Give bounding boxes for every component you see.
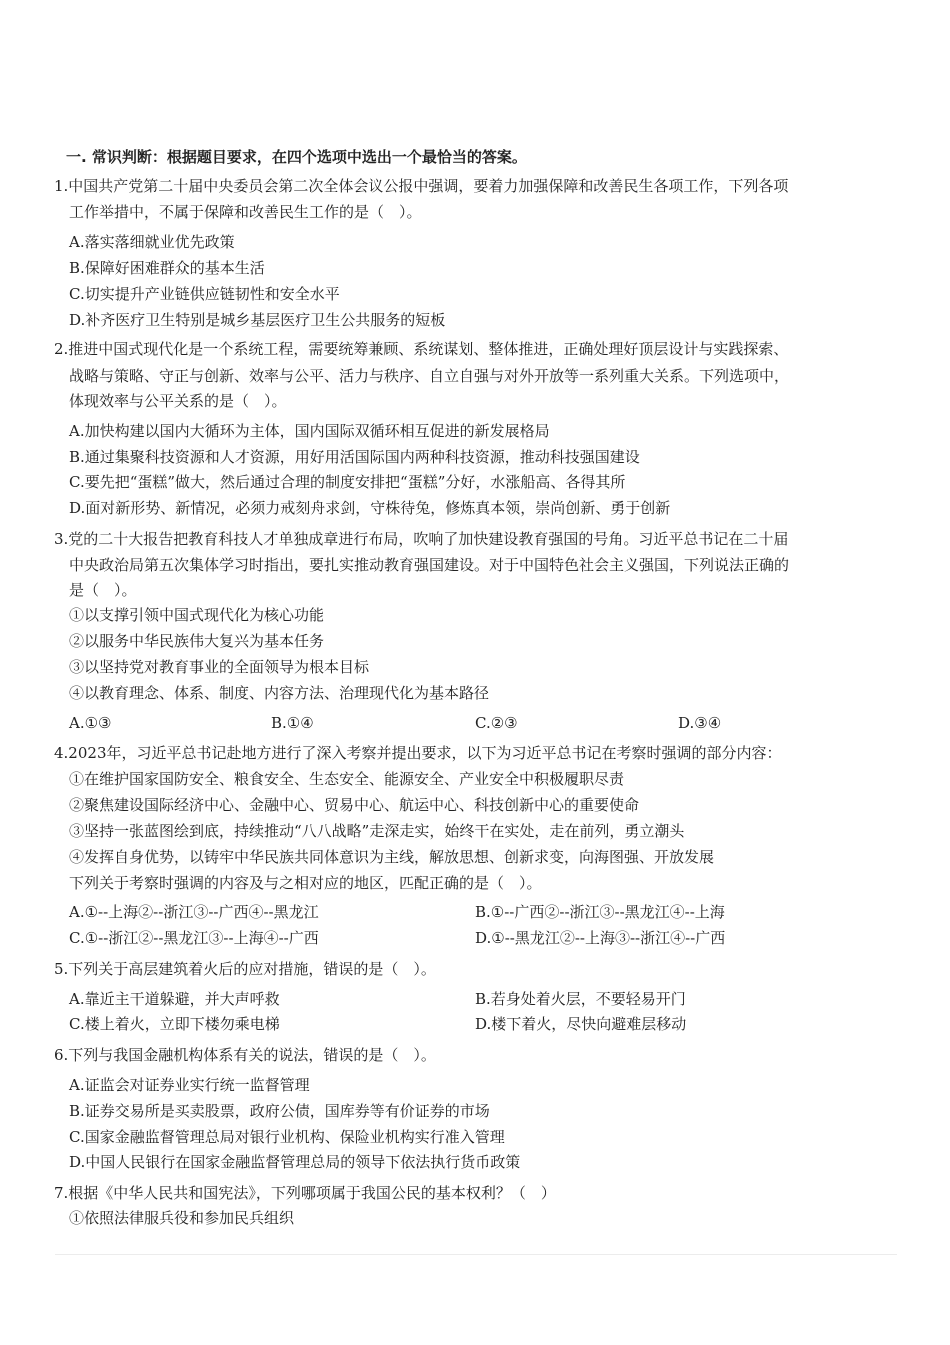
option-b[interactable]: B.证券交易所是买卖股票，政府公债，国库券等有价证券的市场 xyxy=(69,1102,490,1120)
question-stem: 2.推进中国式现代化是一个系统工程，需要统筹兼顾、系统谋划、整体推进，正确处理好顶层设计与实践探索、 xyxy=(54,340,789,358)
option-c[interactable]: C.①--浙江②--黑龙江③--上海④--广西 xyxy=(69,929,319,947)
statement-item: ②聚焦建设国际经济中心、金融中心、贸易中心、航运中心、科技创新中心的重要使命 xyxy=(69,796,640,814)
statement-item: ①依照法律服兵役和参加民兵组织 xyxy=(69,1209,295,1227)
option-d[interactable]: D.补齐医疗卫生特别是城乡基层医疗卫生公共服务的短板 xyxy=(69,311,446,329)
question-stem: 6.下列与我国金融机构体系有关的说法，错误的是（ ）。 xyxy=(54,1046,436,1064)
option-a[interactable]: A.①③ xyxy=(69,714,112,732)
option-d[interactable]: D.面对新形势、新情况，必须力戒刻舟求剑，守株待兔，修炼真本领，崇尚创新、勇于创新 xyxy=(69,499,671,517)
option-b[interactable]: B.若身处着火层，不要轻易开门 xyxy=(475,990,686,1008)
option-d[interactable]: D.中国人民银行在国家金融监督管理总局的领导下依法执行货币政策 xyxy=(69,1153,521,1171)
option-d[interactable]: D.③④ xyxy=(678,714,722,732)
statement-item: ②以服务中华民族伟大复兴为基本任务 xyxy=(69,632,325,650)
option-c[interactable]: C.国家金融监督管理总局对银行业机构、保险业机构实行准入管理 xyxy=(69,1128,505,1146)
option-b[interactable]: B.①④ xyxy=(271,714,314,732)
option-a[interactable]: A.证监会对证券业实行统一监督管理 xyxy=(69,1076,310,1094)
statement-item: ④以教育理念、体系、制度、内容方法、治理现代化为基本路径 xyxy=(69,684,490,702)
section-title: 一. 常识判断：根据题目要求，在四个选项中选出一个最恰当的答案。 xyxy=(66,148,527,166)
option-a[interactable]: A.落实落细就业优先政策 xyxy=(69,233,235,251)
question-stem: 3.党的二十大报告把教育科技人才单独成章进行布局，吹响了加快建设教育强国的号角。习近平总书记在二十届 xyxy=(54,530,789,548)
option-b[interactable]: B.保障好困难群众的基本生活 xyxy=(69,259,265,277)
question-stem: 1.中国共产党第二十届中央委员会第二次全体会议公报中强调，要着力加强保障和改善民生各项工作，下列各项 xyxy=(54,177,789,195)
option-a[interactable]: A.靠近主干道躲避，并大声呼救 xyxy=(69,990,280,1008)
option-c[interactable]: C.切实提升产业链供应链韧性和安全水平 xyxy=(69,285,340,303)
question-stem: 中央政治局第五次集体学习时指出，要扎实推动教育强国建设。对于中国特色社会主义强国，下列说法正确的 xyxy=(69,556,790,574)
question-stem: 战略与策略、守正与创新、效率与公平、活力与秩序、自立自强与对外开放等一系列重大关系。下列选项中， xyxy=(69,367,790,385)
option-d[interactable]: D.①--黑龙江②--上海③--浙江④--广西 xyxy=(475,929,726,947)
question-stem: 7.根据《中华人民共和国宪法》，下列哪项属于我国公民的基本权利？（ ） xyxy=(54,1184,556,1202)
question-stem: 体现效率与公平关系的是（ ）。 xyxy=(69,392,287,410)
page-divider xyxy=(55,1254,897,1255)
option-c[interactable]: C.②③ xyxy=(475,714,518,732)
option-b[interactable]: B.通过集聚科技资源和人才资源，用好用活国际国内两种科技资源，推动科技强国建设 xyxy=(69,448,640,466)
statement-item: ①在维护国家国防安全、粮食安全、生态安全、能源安全、产业安全中积极履职尽责 xyxy=(69,770,625,788)
option-d[interactable]: D.楼下着火，尽快向避难层移动 xyxy=(475,1015,687,1033)
statement-item: ①以支撑引领中国式现代化为核心功能 xyxy=(69,606,325,624)
option-c[interactable]: C.要先把“蛋糕”做大，然后通过合理的制度安排把“蛋糕”分好，水涨船高、各得其所 xyxy=(69,473,626,491)
statement-item: ③坚持一张蓝图绘到底，持续推动“八八战略”走深走实，始终干在实处，走在前列，勇立潮头 xyxy=(69,822,685,840)
question-stem: 工作举措中，不属于保障和改善民生工作的是（ ）。 xyxy=(69,203,422,221)
statement-item: ④发挥自身优势，以铸牢中华民族共同体意识为主线，解放思想、创新求变，向海图强、开放发展 xyxy=(69,848,715,866)
option-a[interactable]: A.①--上海②--浙江③--广西④--黑龙江 xyxy=(69,903,319,921)
statement-item: ③以坚持党对教育事业的全面领导为根本目标 xyxy=(69,658,370,676)
option-a[interactable]: A.加快构建以国内大循环为主体，国内国际双循环相互促进的新发展格局 xyxy=(69,422,550,440)
question-stem: 是（ ）。 xyxy=(69,581,137,599)
question-stem: 下列关于考察时强调的内容及与之相对应的地区，匹配正确的是（ ）。 xyxy=(69,874,542,892)
option-b[interactable]: B.①--广西②--浙江③--黑龙江④--上海 xyxy=(475,903,725,921)
question-stem: 4.2023年，习近平总书记赴地方进行了深入考察并提出要求，以下为习近平总书记在考察时强调的部分内容： xyxy=(54,744,782,762)
option-c[interactable]: C.楼上着火，立即下楼勿乘电梯 xyxy=(69,1015,280,1033)
question-stem: 5.下列关于高层建筑着火后的应对措施，错误的是（ ）。 xyxy=(54,960,436,978)
